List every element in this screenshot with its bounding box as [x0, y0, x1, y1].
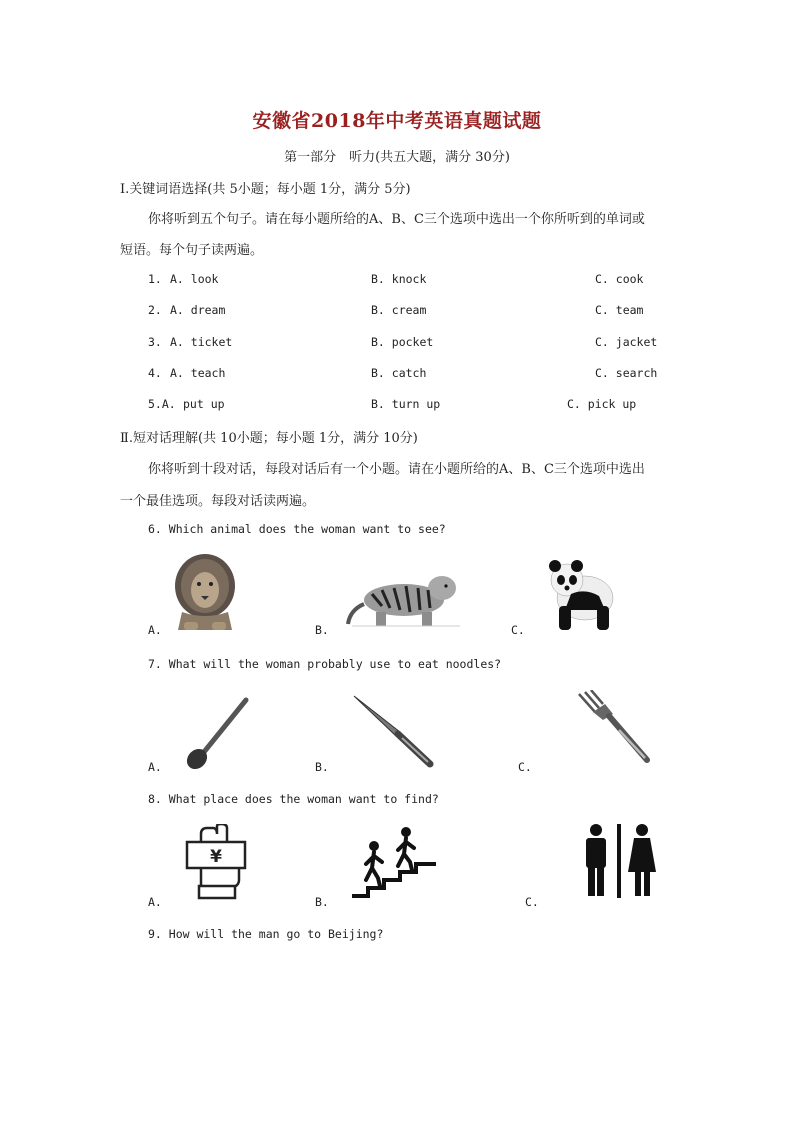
- q5-number: 5.A.: [148, 397, 176, 411]
- q8-text: 8. What place does the woman want to find?: [148, 792, 439, 806]
- q7-label-c: C.: [518, 760, 532, 774]
- q9-text: 9. How will the man go to Beijing?: [148, 927, 384, 941]
- fork-image: [575, 690, 657, 770]
- q8-label-b: B.: [315, 895, 329, 909]
- knife-image: [350, 692, 436, 770]
- q1-option-a: A. look: [170, 272, 219, 286]
- q2-number: 2.: [148, 303, 162, 317]
- q2-option-c: C. team: [595, 303, 644, 317]
- q2-option-b: B. cream: [371, 303, 427, 317]
- yen-symbol: ¥: [210, 847, 222, 867]
- q5-option-c: C. pick up: [567, 397, 637, 411]
- section2-heading: Ⅱ.短对话理解(共 10小题；每小题 1分，满分 10分): [120, 431, 418, 446]
- q4-option-b: B. catch: [371, 366, 427, 380]
- q3-option-b: B. pocket: [371, 335, 434, 349]
- q3-option-c: C. jacket: [595, 335, 658, 349]
- section2-instruction-2: 一个最佳选项。每段对话读两遍。: [120, 494, 316, 509]
- q5-option-b: B. turn up: [371, 397, 441, 411]
- section1-instruction-1: 你将听到五个句子。请在每小题所给的A、B、C三个选项中选出一个你所听到的单词或: [148, 212, 645, 227]
- q1-option-b: B. knock: [371, 272, 427, 286]
- q3-option-a: A. ticket: [170, 335, 233, 349]
- q6-text: 6. Which animal does the woman want to see?: [148, 522, 446, 536]
- lion-image: [170, 552, 240, 632]
- section1-instruction-2: 短语。每个句子读两遍。: [120, 243, 264, 258]
- q8-label-c: C.: [525, 895, 539, 909]
- q2-option-a: A. dream: [170, 303, 226, 317]
- q6-label-a: A.: [148, 623, 162, 637]
- tiger-image: [342, 566, 464, 630]
- page-title: 安徽省2018年中考英语真题试题: [252, 110, 542, 132]
- q8-label-a: A.: [148, 895, 162, 909]
- q4-option-c: C. search: [595, 366, 658, 380]
- spoon-image: [180, 696, 252, 772]
- stairs-icon: [350, 826, 438, 900]
- q5-option-a: put up: [183, 397, 225, 411]
- q7-text: 7. What will the woman probably use to eat noodles?: [148, 657, 502, 671]
- q3-number: 3.: [148, 335, 162, 349]
- q1-option-c: C. cook: [595, 272, 644, 286]
- q4-option-a: A. teach: [170, 366, 226, 380]
- section2-instruction-1: 你将听到十段对话，每段对话后有一个小题。请在小题所给的A、B、C三个选项中选出: [148, 462, 645, 477]
- q6-label-b: B.: [315, 623, 329, 637]
- q7-label-b: B.: [315, 760, 329, 774]
- restroom-icon: [582, 822, 658, 900]
- q4-number: 4.: [148, 366, 162, 380]
- section1-heading: Ⅰ.关键词语选择(共 5小题；每小题 1分，满分 5分): [120, 182, 411, 197]
- q1-number: 1.: [148, 272, 162, 286]
- q7-label-a: A.: [148, 760, 162, 774]
- money-hand-icon: [183, 824, 249, 902]
- q6-label-c: C.: [511, 623, 525, 637]
- panda-image: [545, 558, 617, 632]
- part-subtitle: 第一部分 听力(共五大题，满分 30分): [284, 150, 510, 165]
